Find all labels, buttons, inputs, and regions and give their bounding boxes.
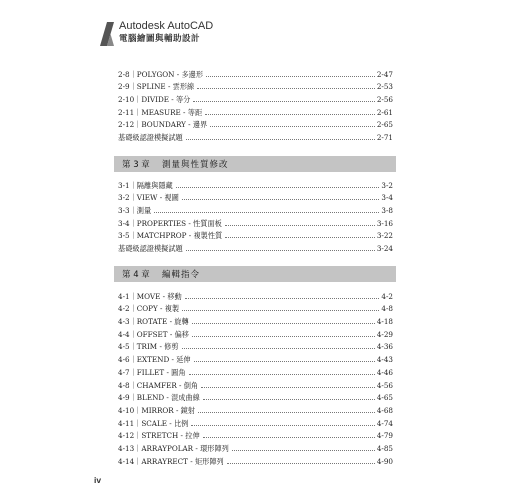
toc-entry-page: 4-90 xyxy=(376,456,393,466)
toc-entry xyxy=(118,402,393,415)
toc-entry-title: 4-2｜COPY - 複製 xyxy=(118,304,180,314)
dot-leader xyxy=(203,399,375,400)
toc-entry-page: 2-53 xyxy=(376,82,393,92)
dot-leader xyxy=(205,114,375,115)
toc-entry-page: 4-36 xyxy=(376,342,393,352)
toc-entry-page: 4-8 xyxy=(381,304,393,314)
toc-entry-title: 4-3｜ROTATE - 旋轉 xyxy=(118,317,189,327)
toc-entry xyxy=(118,453,393,466)
toc-entry xyxy=(118,79,393,92)
toc-entry xyxy=(118,91,393,104)
toc-entry xyxy=(118,66,393,79)
toc-entry-page: 2-56 xyxy=(376,95,393,105)
dot-leader xyxy=(193,101,374,102)
toc-entry xyxy=(118,428,393,441)
toc-entry xyxy=(118,288,393,301)
toc-entry-page: 2-71 xyxy=(376,133,393,143)
dot-leader xyxy=(197,88,375,89)
dot-leader xyxy=(198,412,375,413)
dot-leader xyxy=(191,425,375,426)
toc-entry xyxy=(118,190,393,203)
toc-entry xyxy=(118,326,393,339)
toc-entry-page: 2-47 xyxy=(376,69,393,79)
toc-entry xyxy=(118,440,393,453)
toc-entry xyxy=(118,351,393,364)
toc-entry-title: 3-2｜VIEW - 視圖 xyxy=(118,193,179,203)
toc-entry-title: 2-8｜POLYGON - 多邊形 xyxy=(118,69,204,79)
brand-subtitle: 電腦繪圖與輔助設計 xyxy=(119,34,201,44)
toc-entry xyxy=(118,228,393,241)
toc-entry-page: 3-24 xyxy=(376,244,393,254)
toc-entry-page: 3-16 xyxy=(376,218,393,228)
dot-leader xyxy=(225,225,375,226)
toc-entry-title: 4-12｜STRETCH - 拉伸 xyxy=(118,431,200,441)
dot-leader xyxy=(210,126,375,127)
toc-entry-title: 基礎級認證模擬試題 xyxy=(118,244,183,254)
toc-entry-page: 4-29 xyxy=(376,329,393,339)
toc-entry xyxy=(118,415,393,428)
page-number: iv xyxy=(94,475,102,485)
brand xyxy=(119,20,213,45)
toc-entry-page: 3-22 xyxy=(376,231,393,241)
toc-entry-title: 3-4｜PROPERTIES - 性質面板 xyxy=(118,218,222,228)
toc-entry xyxy=(118,339,393,352)
toc-entry xyxy=(118,215,393,228)
toc-entry xyxy=(118,117,393,130)
toc-entry xyxy=(118,240,393,253)
dot-leader xyxy=(203,437,375,438)
toc-entry-page: 4-46 xyxy=(376,367,393,377)
toc-entry xyxy=(118,390,393,403)
toc-entry-page: 3-2 xyxy=(381,180,393,190)
toc-entry-page: 4-18 xyxy=(376,317,393,327)
chapter-number: 第 3 章 xyxy=(122,160,150,170)
toc-entry-title: 4-4｜OFFSET - 偏移 xyxy=(118,329,189,339)
toc-entry xyxy=(118,377,393,390)
toc-entry-title: 3-5｜MATCHPROP - 複製性質 xyxy=(118,231,223,241)
chapter-heading-3 xyxy=(114,156,396,172)
chapter-heading-4 xyxy=(114,266,396,282)
dot-leader xyxy=(182,310,379,311)
toc-entry-page: 3-4 xyxy=(381,193,393,203)
dot-leader xyxy=(206,76,375,77)
toc-entry-title: 2-12｜BOUNDARY - 邊界 xyxy=(118,120,208,130)
toc-entry-page: 4-74 xyxy=(376,418,393,428)
dot-leader xyxy=(194,361,375,362)
toc-entry-title: 2-10｜DIVIDE - 等分 xyxy=(118,95,191,105)
dot-leader xyxy=(182,199,380,200)
dot-leader xyxy=(189,374,375,375)
toc-entry-page: 4-56 xyxy=(376,380,393,390)
toc-entry-title: 3-3｜測量 xyxy=(118,206,152,216)
toc-entry-page: 2-65 xyxy=(376,120,393,130)
chapter-number: 第 4 章 xyxy=(122,270,150,280)
toc-entry xyxy=(118,177,393,190)
toc-entry-title: 2-9｜SPLINE - 雲形線 xyxy=(118,82,195,92)
toc-entry-title: 2-11｜MEASURE - 等距 xyxy=(118,107,203,117)
toc-entry-title: 4-9｜BLEND - 混成曲線 xyxy=(118,393,200,403)
dot-leader xyxy=(186,139,375,140)
dot-leader xyxy=(227,463,375,464)
toc-entry-title: 基礎級認證模擬試題 xyxy=(118,133,183,143)
toc-entry-title: 4-5｜TRIM - 修剪 xyxy=(118,342,179,352)
toc-entry-page: 4-65 xyxy=(376,393,393,403)
toc-entry xyxy=(118,129,393,142)
toc-entry xyxy=(118,301,393,314)
toc-entry-title: 4-7｜FILLET - 圓角 xyxy=(118,367,186,377)
autodesk-logo-icon xyxy=(100,22,114,46)
chapter-title: 編輯指令 xyxy=(162,270,201,280)
toc-entry xyxy=(118,313,393,326)
toc-entry-title: 4-1｜MOVE - 移動 xyxy=(118,291,182,301)
dot-leader xyxy=(176,187,380,188)
dot-leader xyxy=(154,212,379,213)
toc-entry-title: 3-1｜隔離與隱藏 xyxy=(118,180,173,190)
toc-entry-title: 4-14｜ARRAYRECT - 矩形陣列 xyxy=(118,456,224,466)
brand-title: Autodesk AutoCAD xyxy=(119,20,214,32)
toc-entry-page: 4-43 xyxy=(376,355,393,365)
toc-section-chapter2 xyxy=(118,66,393,142)
dot-leader xyxy=(192,336,375,337)
toc-entry-title: 4-10｜MIRROR - 鏡射 xyxy=(118,405,196,415)
toc-entry-page: 2-61 xyxy=(376,107,393,117)
dot-leader xyxy=(232,450,375,451)
toc-entry-page: 4-85 xyxy=(376,443,393,453)
toc-section-chapter4 xyxy=(118,288,393,466)
toc-entry-title: 4-6｜EXTEND - 延伸 xyxy=(118,355,191,365)
toc-entry-title: 4-11｜SCALE - 比例 xyxy=(118,418,189,428)
toc-entry-page: 4-2 xyxy=(381,291,393,301)
toc-entry-page: 4-68 xyxy=(376,405,393,415)
dot-leader xyxy=(225,237,375,238)
dot-leader xyxy=(201,387,375,388)
toc-entry-title: 4-13｜ARRAYPOLAR - 環形陣列 xyxy=(118,443,229,453)
toc-entry xyxy=(118,364,393,377)
toc-entry xyxy=(118,202,393,215)
dot-leader xyxy=(185,298,380,299)
chapter-title: 測量與性質修改 xyxy=(162,160,229,170)
dot-leader xyxy=(192,323,375,324)
dot-leader xyxy=(186,250,375,251)
toc-entry-page: 4-79 xyxy=(376,431,393,441)
toc-section-chapter3 xyxy=(118,177,393,253)
toc-entry xyxy=(118,104,393,117)
toc-entry-title: 4-8｜CHAMFER - 倒角 xyxy=(118,380,199,390)
toc-entry-page: 3-8 xyxy=(381,206,393,216)
dot-leader xyxy=(182,348,375,349)
